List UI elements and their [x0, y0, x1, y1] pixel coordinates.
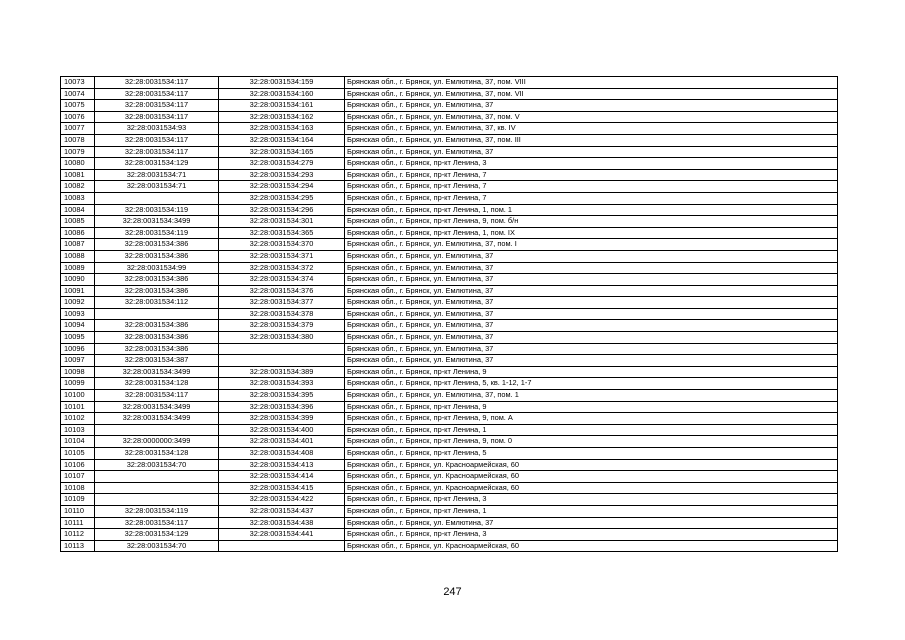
- cadastral-number-cell: 32:28:0031534:415: [219, 482, 345, 494]
- cadastral-number-cell: 32:28:0031534:378: [219, 308, 345, 320]
- table-row: [61, 517, 838, 529]
- row-number-cell: 10089: [61, 262, 95, 274]
- cadastral-number-cell: 32:28:0031534:414: [219, 471, 345, 483]
- parent-cadastral-number-cell: 32:28:0031534:99: [95, 262, 219, 274]
- row-number-cell: 10082: [61, 181, 95, 193]
- cadastral-number-cell: [219, 355, 345, 367]
- table-row: [61, 308, 838, 320]
- cadastral-number-cell: 32:28:0031534:162: [219, 111, 345, 123]
- cadastral-number-cell: 32:28:0031534:165: [219, 146, 345, 158]
- table-row: [61, 146, 838, 158]
- cadastral-number-cell: 32:28:0031534:437: [219, 505, 345, 517]
- row-number-cell: 10073: [61, 77, 95, 89]
- row-number-cell: 10105: [61, 448, 95, 460]
- address-cell: Брянская обл., г. Брянск, ул. Емлютина, 37: [345, 517, 838, 529]
- address-cell: Брянская обл., г. Брянск, пр-кт Ленина, 9, пом. б/н: [345, 216, 838, 228]
- cadastral-number-cell: 32:28:0031534:379: [219, 320, 345, 332]
- cadastral-number-cell: 32:28:0031534:164: [219, 134, 345, 146]
- parent-cadastral-number-cell: 32:28:0031534:117: [95, 146, 219, 158]
- table-row: [61, 239, 838, 251]
- cadastral-number-cell: 32:28:0031534:293: [219, 169, 345, 181]
- cadastral-number-cell: 32:28:0031534:370: [219, 239, 345, 251]
- address-cell: Брянская обл., г. Брянск, ул. Емлютина, 37: [345, 250, 838, 262]
- address-cell: Брянская обл., г. Брянск, ул. Емлютина, 37, пом. III: [345, 134, 838, 146]
- row-number-cell: 10083: [61, 192, 95, 204]
- address-cell: Брянская обл., г. Брянск, ул. Емлютина, 37: [345, 343, 838, 355]
- table-row: [61, 123, 838, 135]
- row-number-cell: 10103: [61, 424, 95, 436]
- row-number-cell: 10110: [61, 505, 95, 517]
- row-number-cell: 10085: [61, 216, 95, 228]
- row-number-cell: 10080: [61, 158, 95, 170]
- address-cell: Брянская обл., г. Брянск, ул. Емлютина, 37, пом. I: [345, 239, 838, 251]
- parent-cadastral-number-cell: 32:28:0000000:3499: [95, 436, 219, 448]
- row-number-cell: 10097: [61, 355, 95, 367]
- table-row: [61, 366, 838, 378]
- cadastral-number-cell: 32:28:0031534:159: [219, 77, 345, 89]
- row-number-cell: 10081: [61, 169, 95, 181]
- address-cell: Брянская обл., г. Брянск, пр-кт Ленина, 1, пом. IX: [345, 227, 838, 239]
- table-row: [61, 204, 838, 216]
- cadastral-number-cell: 32:28:0031534:376: [219, 285, 345, 297]
- row-number-cell: 10112: [61, 529, 95, 541]
- table-row: [61, 192, 838, 204]
- cadastral-number-cell: 32:28:0031534:301: [219, 216, 345, 228]
- address-cell: Брянская обл., г. Брянск, пр-кт Ленина, 9, пом. 0: [345, 436, 838, 448]
- table-row: [61, 274, 838, 286]
- parent-cadastral-number-cell: 32:28:0031534:386: [95, 285, 219, 297]
- parent-cadastral-number-cell: 32:28:0031534:70: [95, 459, 219, 471]
- address-cell: Брянская обл., г. Брянск, ул. Красноармейская, 60: [345, 482, 838, 494]
- address-cell: Брянская обл., г. Брянск, пр-кт Ленина, 3: [345, 494, 838, 506]
- cadastral-number-cell: 32:28:0031534:160: [219, 88, 345, 100]
- cadastral-number-cell: 32:28:0031534:441: [219, 529, 345, 541]
- table-row: [61, 436, 838, 448]
- table-row: [61, 111, 838, 123]
- parent-cadastral-number-cell: 32:28:0031534:128: [95, 448, 219, 460]
- address-cell: Брянская обл., г. Брянск, ул. Емлютина, 37: [345, 320, 838, 332]
- table-row: [61, 181, 838, 193]
- table-row: [61, 505, 838, 517]
- address-cell: Брянская обл., г. Брянск, ул. Емлютина, 37: [345, 332, 838, 344]
- parent-cadastral-number-cell: 32:28:0031534:119: [95, 204, 219, 216]
- parent-cadastral-number-cell: 32:28:0031534:128: [95, 378, 219, 390]
- table-row: [61, 378, 838, 390]
- address-cell: Брянская обл., г. Брянск, ул. Емлютина, 37: [345, 100, 838, 112]
- table-row: [61, 332, 838, 344]
- address-cell: Брянская обл., г. Брянск, пр-кт Ленина, 1: [345, 505, 838, 517]
- table-row: [61, 169, 838, 181]
- parent-cadastral-number-cell: 32:28:0031534:387: [95, 355, 219, 367]
- row-number-cell: 10100: [61, 390, 95, 402]
- cadastral-number-cell: 32:28:0031534:380: [219, 332, 345, 344]
- table-row: [61, 158, 838, 170]
- parent-cadastral-number-cell: 32:28:0031534:93: [95, 123, 219, 135]
- table-row: [61, 413, 838, 425]
- table-row: [61, 262, 838, 274]
- cadastral-number-cell: 32:28:0031534:438: [219, 517, 345, 529]
- cadastral-number-cell: 32:28:0031534:371: [219, 250, 345, 262]
- row-number-cell: 10096: [61, 343, 95, 355]
- table-row: [61, 134, 838, 146]
- parent-cadastral-number-cell: 32:28:0031534:386: [95, 250, 219, 262]
- row-number-cell: 10113: [61, 540, 95, 552]
- address-cell: Брянская обл., г. Брянск, пр-кт Ленина, 1: [345, 424, 838, 436]
- row-number-cell: 10093: [61, 308, 95, 320]
- parent-cadastral-number-cell: 32:28:0031534:117: [95, 100, 219, 112]
- parent-cadastral-number-cell: 32:28:0031534:119: [95, 227, 219, 239]
- parent-cadastral-number-cell: 32:28:0031534:71: [95, 181, 219, 193]
- parent-cadastral-number-cell: 32:28:0031534:117: [95, 517, 219, 529]
- address-cell: Брянская обл., г. Брянск, ул. Емлютина, 37: [345, 274, 838, 286]
- row-number-cell: 10104: [61, 436, 95, 448]
- address-cell: Брянская обл., г. Брянск, ул. Красноармейская, 60: [345, 459, 838, 471]
- parent-cadastral-number-cell: 32:28:0031534:129: [95, 158, 219, 170]
- row-number-cell: 10099: [61, 378, 95, 390]
- row-number-cell: 10075: [61, 100, 95, 112]
- parent-cadastral-number-cell: 32:28:0031534:386: [95, 332, 219, 344]
- address-cell: Брянская обл., г. Брянск, пр-кт Ленина, 5: [345, 448, 838, 460]
- address-cell: Брянская обл., г. Брянск, пр-кт Ленина, 7: [345, 169, 838, 181]
- address-cell: Брянская обл., г. Брянск, ул. Емлютина, 37: [345, 146, 838, 158]
- address-cell: Брянская обл., г. Брянск, ул. Красноармейская, 60: [345, 471, 838, 483]
- row-number-cell: 10086: [61, 227, 95, 239]
- cadastral-number-cell: 32:28:0031534:395: [219, 390, 345, 402]
- parent-cadastral-number-cell: 32:28:0031534:129: [95, 529, 219, 541]
- cadastral-number-cell: 32:28:0031534:294: [219, 181, 345, 193]
- address-cell: Брянская обл., г. Брянск, ул. Емлютина, 37: [345, 285, 838, 297]
- table-row: [61, 540, 838, 552]
- cadastral-number-cell: 32:28:0031534:163: [219, 123, 345, 135]
- parent-cadastral-number-cell: 32:28:0031534:119: [95, 505, 219, 517]
- cadastral-number-cell: 32:28:0031534:413: [219, 459, 345, 471]
- cadastral-number-cell: [219, 343, 345, 355]
- address-cell: Брянская обл., г. Брянск, ул. Емлютина, 37, пом. VIII: [345, 77, 838, 89]
- table-row: [61, 390, 838, 402]
- table-row: [61, 494, 838, 506]
- parent-cadastral-number-cell: [95, 308, 219, 320]
- table-body: [61, 77, 838, 552]
- table-row: [61, 216, 838, 228]
- table-row: [61, 297, 838, 309]
- cadastral-number-cell: 32:28:0031534:422: [219, 494, 345, 506]
- address-cell: Брянская обл., г. Брянск, ул. Емлютина, 37, пом. V: [345, 111, 838, 123]
- row-number-cell: 10106: [61, 459, 95, 471]
- address-cell: Брянская обл., г. Брянск, ул. Емлютина, 37, кв. IV: [345, 123, 838, 135]
- address-cell: Брянская обл., г. Брянск, пр-кт Ленина, 9: [345, 401, 838, 413]
- table-row: [61, 320, 838, 332]
- parent-cadastral-number-cell: 32:28:0031534:386: [95, 343, 219, 355]
- parent-cadastral-number-cell: 32:28:0031534:117: [95, 88, 219, 100]
- cadastral-number-cell: 32:28:0031534:279: [219, 158, 345, 170]
- parent-cadastral-number-cell: 32:28:0031534:3499: [95, 401, 219, 413]
- address-cell: Брянская обл., г. Брянск, пр-кт Ленина, 9, пом. А: [345, 413, 838, 425]
- cadastral-number-cell: 32:28:0031534:372: [219, 262, 345, 274]
- address-cell: Брянская обл., г. Брянск, пр-кт Ленина, 1, пом. 1: [345, 204, 838, 216]
- address-cell: Брянская обл., г. Брянск, ул. Емлютина, 37: [345, 297, 838, 309]
- table-row: [61, 343, 838, 355]
- row-number-cell: 10094: [61, 320, 95, 332]
- row-number-cell: 10078: [61, 134, 95, 146]
- table-row: [61, 227, 838, 239]
- row-number-cell: 10102: [61, 413, 95, 425]
- parent-cadastral-number-cell: [95, 471, 219, 483]
- cadastral-number-cell: 32:28:0031534:389: [219, 366, 345, 378]
- table-row: [61, 471, 838, 483]
- parent-cadastral-number-cell: 32:28:0031534:117: [95, 111, 219, 123]
- page-number: 247: [443, 586, 462, 598]
- parent-cadastral-number-cell: 32:28:0031534:117: [95, 77, 219, 89]
- address-cell: Брянская обл., г. Брянск, пр-кт Ленина, 7: [345, 192, 838, 204]
- row-number-cell: 10092: [61, 297, 95, 309]
- table-row: [61, 448, 838, 460]
- parent-cadastral-number-cell: 32:28:0031534:71: [95, 169, 219, 181]
- row-number-cell: 10095: [61, 332, 95, 344]
- cadastral-number-cell: 32:28:0031534:374: [219, 274, 345, 286]
- parent-cadastral-number-cell: [95, 494, 219, 506]
- cadastral-number-cell: 32:28:0031534:400: [219, 424, 345, 436]
- cadastral-number-cell: 32:28:0031534:296: [219, 204, 345, 216]
- parent-cadastral-number-cell: 32:28:0031534:112: [95, 297, 219, 309]
- row-number-cell: 10079: [61, 146, 95, 158]
- table-row: [61, 285, 838, 297]
- row-number-cell: 10090: [61, 274, 95, 286]
- table-row: [61, 88, 838, 100]
- address-cell: Брянская обл., г. Брянск, ул. Емлютина, 37, пом. VII: [345, 88, 838, 100]
- row-number-cell: 10101: [61, 401, 95, 413]
- address-cell: Брянская обл., г. Брянск, ул. Емлютина, 37: [345, 308, 838, 320]
- parent-cadastral-number-cell: 32:28:0031534:386: [95, 320, 219, 332]
- address-cell: Брянская обл., г. Брянск, ул. Емлютина, 37: [345, 262, 838, 274]
- row-number-cell: 10111: [61, 517, 95, 529]
- row-number-cell: 10091: [61, 285, 95, 297]
- row-number-cell: 10074: [61, 88, 95, 100]
- cadastral-number-cell: 32:28:0031534:295: [219, 192, 345, 204]
- parent-cadastral-number-cell: 32:28:0031534:3499: [95, 216, 219, 228]
- row-number-cell: 10087: [61, 239, 95, 251]
- table-row: [61, 529, 838, 541]
- cadastral-number-cell: 32:28:0031534:408: [219, 448, 345, 460]
- parent-cadastral-number-cell: 32:28:0031534:117: [95, 134, 219, 146]
- row-number-cell: 10109: [61, 494, 95, 506]
- cadastral-number-cell: 32:28:0031534:399: [219, 413, 345, 425]
- cadastral-number-cell: 32:28:0031534:401: [219, 436, 345, 448]
- table-row: [61, 100, 838, 112]
- cadastral-number-cell: 32:28:0031534:365: [219, 227, 345, 239]
- parent-cadastral-number-cell: 32:28:0031534:70: [95, 540, 219, 552]
- row-number-cell: 10098: [61, 366, 95, 378]
- address-cell: Брянская обл., г. Брянск, пр-кт Ленина, 3: [345, 529, 838, 541]
- row-number-cell: 10108: [61, 482, 95, 494]
- table-row: [61, 482, 838, 494]
- cadastral-number-cell: 32:28:0031534:396: [219, 401, 345, 413]
- row-number-cell: 10088: [61, 250, 95, 262]
- address-cell: Брянская обл., г. Брянск, ул. Емлютина, 37: [345, 355, 838, 367]
- address-cell: Брянская обл., г. Брянск, ул. Красноармейская, 60: [345, 540, 838, 552]
- cadastral-number-cell: [219, 540, 345, 552]
- table-row: [61, 424, 838, 436]
- row-number-cell: 10076: [61, 111, 95, 123]
- cadastral-number-cell: 32:28:0031534:393: [219, 378, 345, 390]
- table-row: [61, 401, 838, 413]
- parent-cadastral-number-cell: 32:28:0031534:3499: [95, 366, 219, 378]
- row-number-cell: 10107: [61, 471, 95, 483]
- table-row: [61, 355, 838, 367]
- parent-cadastral-number-cell: 32:28:0031534:3499: [95, 413, 219, 425]
- parent-cadastral-number-cell: 32:28:0031534:386: [95, 239, 219, 251]
- table-row: [61, 250, 838, 262]
- address-cell: Брянская обл., г. Брянск, пр-кт Ленина, 9: [345, 366, 838, 378]
- cadastral-number-cell: 32:28:0031534:161: [219, 100, 345, 112]
- parent-cadastral-number-cell: [95, 482, 219, 494]
- parent-cadastral-number-cell: 32:28:0031534:386: [95, 274, 219, 286]
- table-row: [61, 459, 838, 471]
- parent-cadastral-number-cell: [95, 192, 219, 204]
- address-cell: Брянская обл., г. Брянск, пр-кт Ленина, 3: [345, 158, 838, 170]
- parent-cadastral-number-cell: [95, 424, 219, 436]
- address-cell: Брянская обл., г. Брянск, пр-кт Ленина, 7: [345, 181, 838, 193]
- parent-cadastral-number-cell: 32:28:0031534:117: [95, 390, 219, 402]
- cadastral-table: [60, 76, 838, 552]
- address-cell: Брянская обл., г. Брянск, пр-кт Ленина, 5, кв. 1-12, 1-7: [345, 378, 838, 390]
- row-number-cell: 10077: [61, 123, 95, 135]
- address-cell: Брянская обл., г. Брянск, ул. Емлютина, 37, пом. 1: [345, 390, 838, 402]
- cadastral-number-cell: 32:28:0031534:377: [219, 297, 345, 309]
- table-row: [61, 77, 838, 89]
- row-number-cell: 10084: [61, 204, 95, 216]
